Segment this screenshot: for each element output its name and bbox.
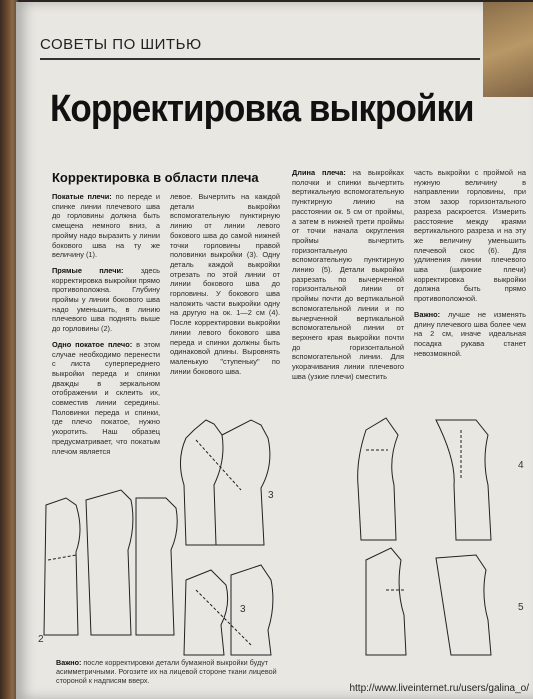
figure-label: 3 [268, 490, 274, 501]
figure-4 [184, 565, 273, 655]
paragraph-text: по переде и спинке линии плечевого шва до горловины должна быть смещена немного вниз, а пройму надо выразить у линии бокового шва на ту же величину (1). [52, 192, 160, 260]
paragraph [292, 168, 404, 381]
watermark-url: http://www.liveinternet.ru/users/galina_o/ [349, 683, 529, 694]
figure-3 [180, 420, 274, 545]
paragraph [414, 168, 526, 304]
paragraph-lead: Длина плеча: [292, 168, 346, 177]
paragraph-text: часть выкройки с проймой на нужную величину в направлении горловины, при этом зазор горизонтального разреза раскроется. Измерить расстояние между краями вертикального разреза и на эту же величину уменьшить плечевой скос (6). Для удлинения линии плечевого шва (широкие плечи) корректировка выкройки должна быть прямо противоположной. [414, 168, 526, 304]
footnote [56, 658, 306, 685]
paragraph-text: здесь корректировка выкройки прямо противоположна. Глубину проймы у линии бокового шва надо уменьшить, в линию плечевого шва поднять выше до горловины (2). [52, 265, 160, 334]
figure-5 [358, 418, 524, 540]
paragraph-lead: Одно покатое плечо: [52, 339, 133, 349]
pattern-diagrams [36, 390, 526, 660]
figure-6 [366, 548, 524, 655]
paragraph-text: на выкройках полочки и спинки вычертить вертикальную вспомогательную пунктирную линию на расстоянии ок. 5 см от проймы, а затем в нижней трети проймы от точки начала округления проймы вычертить горизонтальную вспомогательную пунктирную линию (5). Детали выкройки разрезать по вычерченной горизонтальной линии от проймы почти до вертикальной вспомогательной линии и по вычерченной вертикальной вспомогательной линии от верхнего края выкройки почти до горизонтальной вспомогательной линии. Для укорачивания линии плечевого шва (узкие плечи) сместить [292, 168, 405, 381]
article-subtitle: Корректировка в области плеча [52, 170, 259, 185]
paragraph [414, 310, 526, 359]
paragraph [52, 192, 160, 260]
figure-label: 5 [518, 602, 524, 613]
footnote-text: после корректировки детали бумажной выкройки будут асимметричными. Рогозите их на лицевой стороне ткани лицевой стороной к надписям вверх. [56, 658, 277, 685]
paragraph-lead: Прямые плечи: [52, 265, 124, 275]
figure-label: 3 [240, 604, 246, 615]
decorative-corner-image [483, 2, 533, 97]
footnote-lead: Важно: [56, 658, 82, 667]
paragraph-lead: Важно: [414, 309, 441, 319]
section-header: СОВЕТЫ ПО ШИТЬЮ [40, 36, 202, 53]
figure-label: 4 [518, 460, 524, 471]
paragraph-text: левое. Вычертить на каждой детали выкройки вспомогательную пунктирную линию от линии левого бокового шва до самой нижней точки горловины правой половинки выкройки (3). Одну деталь каждой выкройки отрезать по этой линии от линии бокового шва до горловины. У бокового шва наложить части выкройки одну на другую на ок. 1—2 см (4). После корректировки выкройки линии левого бокового шва переда и спинки должны быть одинаковой длины. Выровнять маленькую "ступеньку" по линии бокового шва. [170, 192, 280, 376]
figure-2 [38, 490, 177, 645]
paragraph-text: лучше не изменять длину плечевого шва более чем на 2 см, иначе идеальная посадка рукава станет невозможной. [414, 309, 526, 358]
header-rule [40, 58, 480, 60]
text-column-2 [170, 192, 280, 382]
page-title: Корректировка выкройки [50, 88, 474, 130]
paragraph [52, 266, 160, 334]
paragraph-lead: Покатые плечи: [52, 192, 112, 201]
text-column-3 [292, 168, 404, 387]
figure-label: 2 [38, 634, 44, 645]
pattern-diagrams-svg [36, 390, 526, 660]
paragraph-text: в этом случае необходимо перенести с листа суперпереднего выкройки переда и спинки дважды в зеркальном отображении и склеить их, совместив линии середины. Половинки переда и спинки, где плечо покатое, нужно укоротить. Наш образец предусматривает, что покатым плечом является [52, 339, 161, 456]
text-column-4 [414, 168, 526, 364]
paragraph [170, 192, 280, 376]
